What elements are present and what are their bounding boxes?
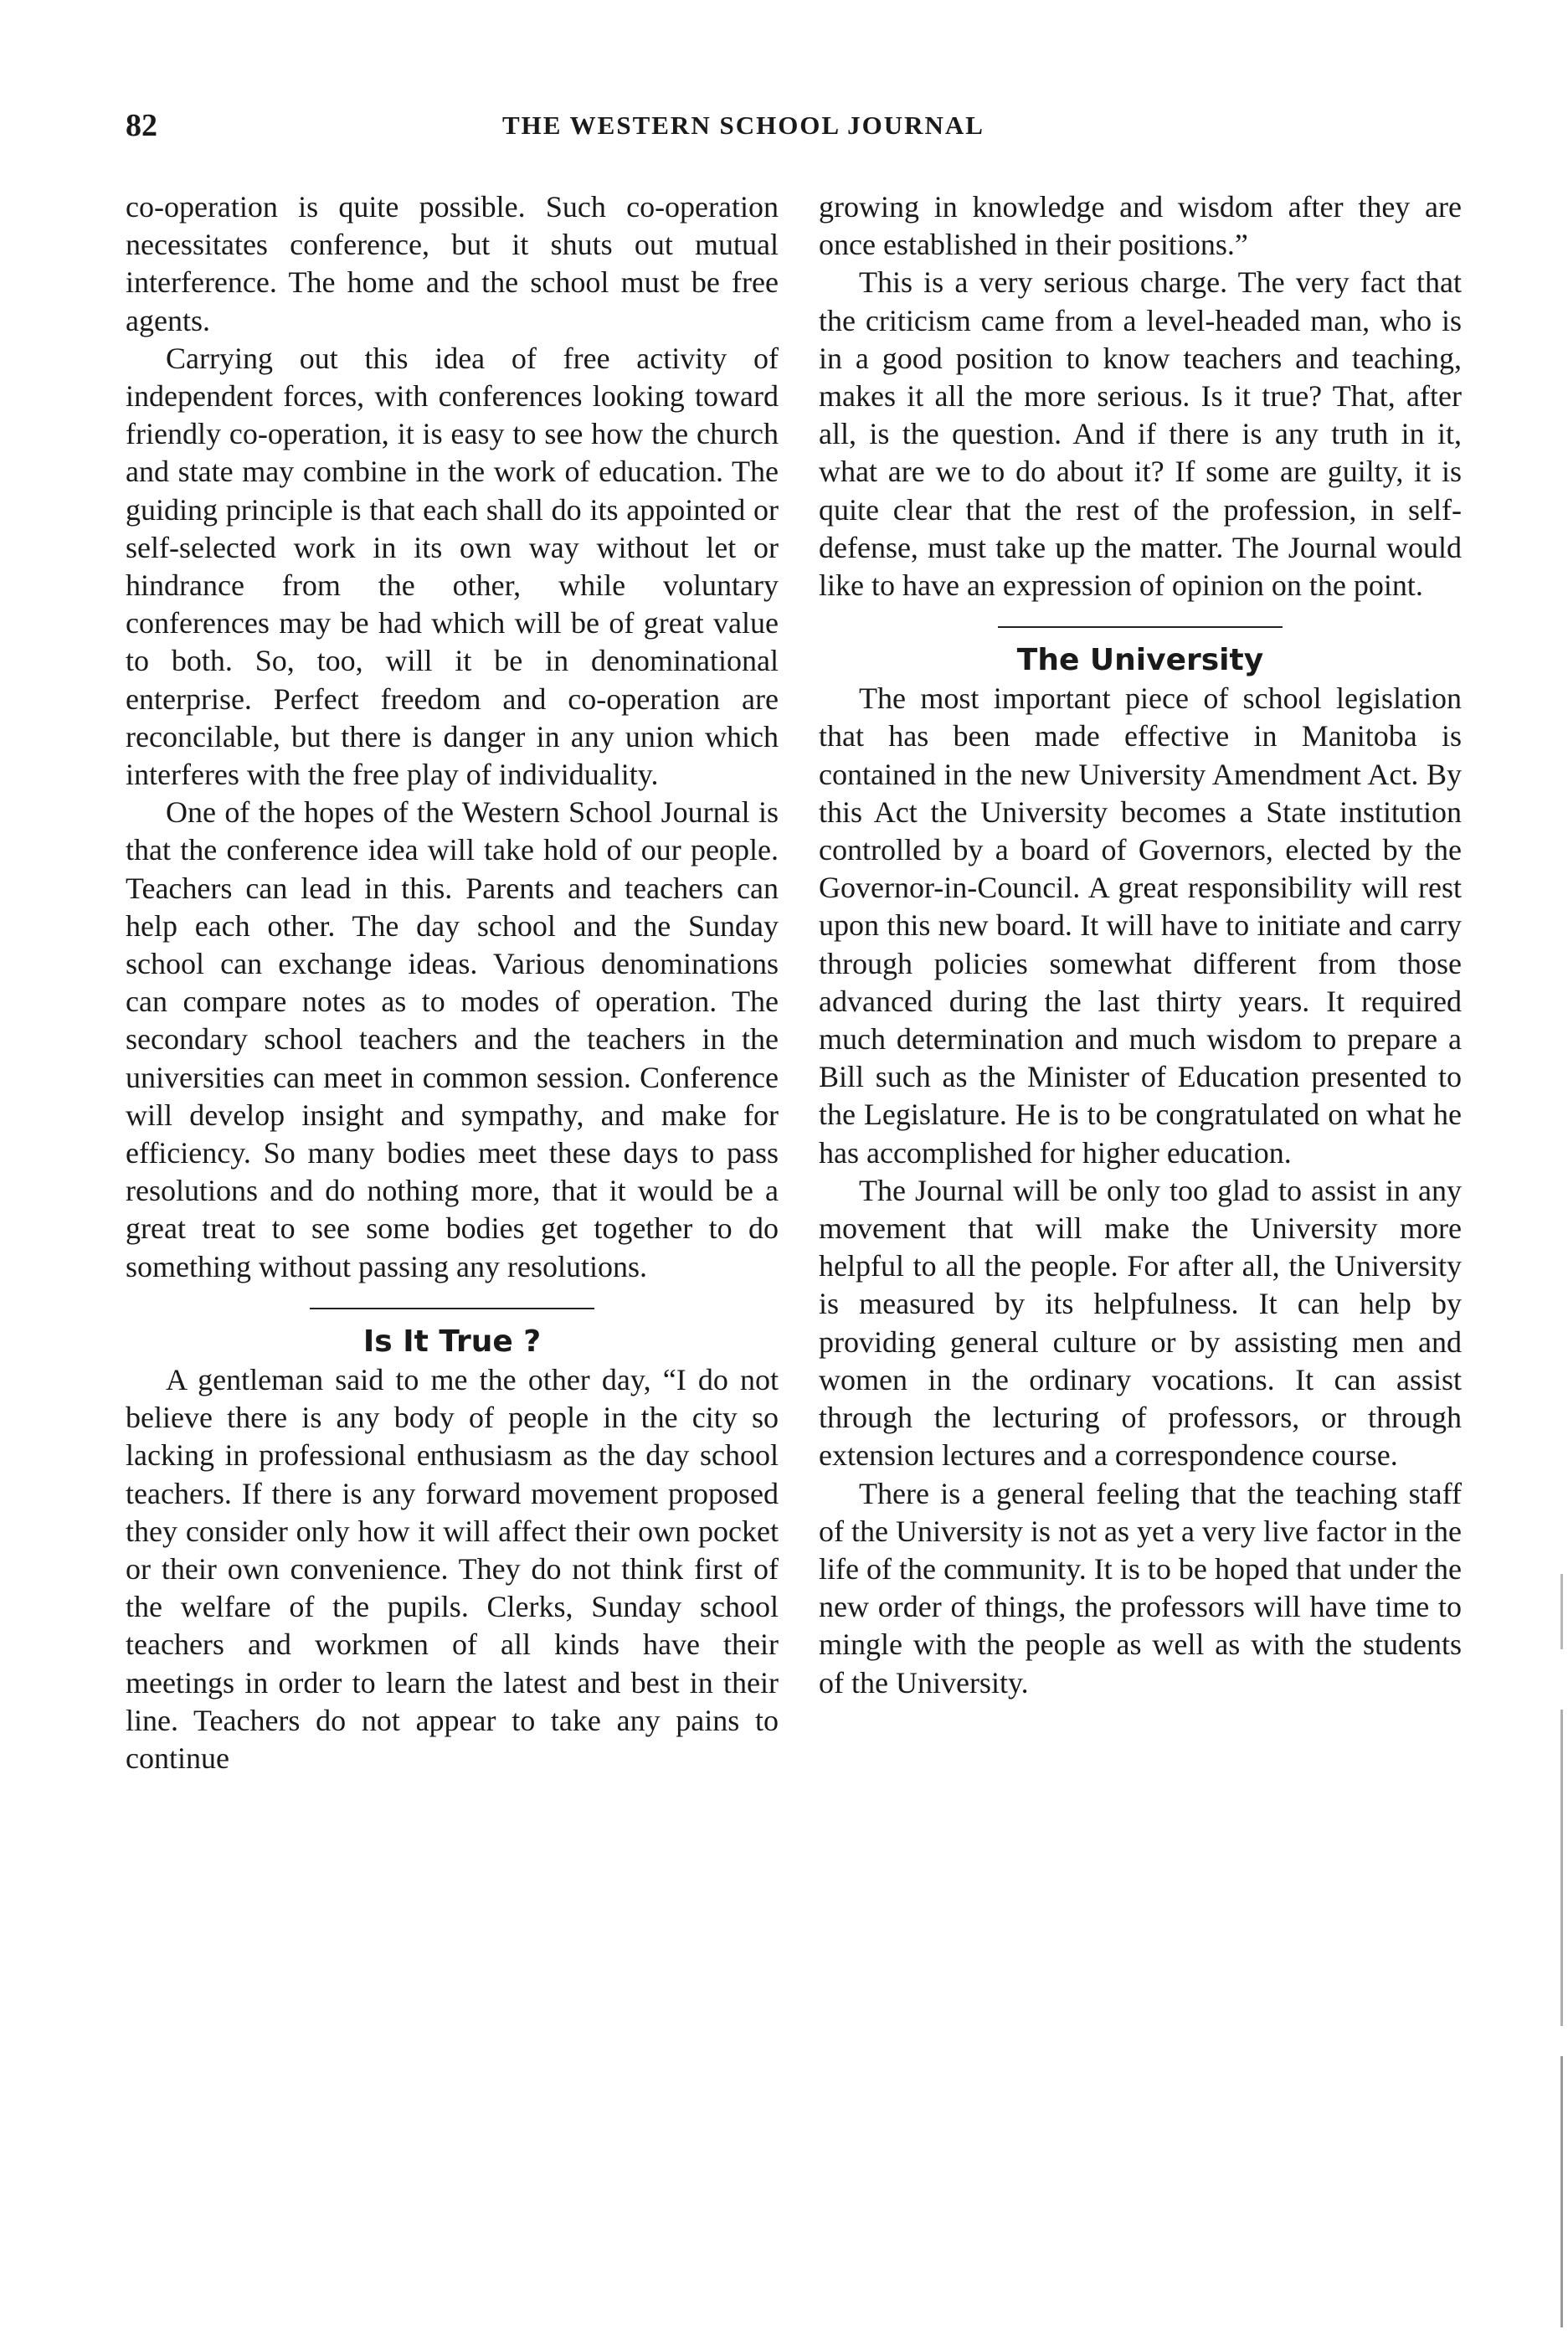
- section-heading-university: The University: [1016, 643, 1264, 678]
- paragraph: This is a very serious charge. The very fact that the criticism came from a level-headed man, who is in a good position to know teachers and teaching, makes it all the more serious. Is it true? That, after all, is the question. And if there is any truth in it, what are we to do about it? If some are guilty, it is quite clear that the rest of the profession, in self-defense, must take up the matter. The Journal would like to have an expression of opinion on the point.: [819, 265, 1462, 603]
- section-divider: [310, 1308, 594, 1309]
- right-column: [819, 188, 1462, 1702]
- paragraph: growing in knowledge and wisdom after they are once established in their positions.”: [819, 190, 1462, 262]
- left-column: [126, 188, 779, 1777]
- section-divider: [998, 626, 1283, 628]
- scan-edge-mark: [1560, 1574, 1563, 2327]
- page-number: 82: [126, 108, 157, 143]
- journal-title: THE WESTERN SCHOOL JOURNAL: [502, 111, 984, 140]
- paragraph: Carrying out this idea of free activity of independent forces, with conferences looking toward friendly co-operation, it is easy to see how the church and state may combine in the work of education. The guiding principle is that each shall do its appointed or self-selected work in its own way without let or hindrance from the other, while voluntary conferences may be had which will be of great value to both. So, too, will it be in denominational enterprise. Perfect freedom and co-operation are reconcilable, but there is danger in any union which interferes with the free play of individuality.: [126, 341, 779, 792]
- section-heading-is-it-true: Is It True ?: [362, 1324, 542, 1359]
- paragraph: There is a general feeling that the teaching staff of the University is not as yet a very live factor in the life of the community. It is to be hoped that under the new order of things, the professors will have time to mingle with the people as well as with the students of the University.: [819, 1476, 1462, 1700]
- paragraph: co-operation is quite possible. Such co-operation necessitates conference, but it shuts out mutual interference. The home and the school must be free agents.: [126, 190, 779, 337]
- paragraph: A gentleman said to me the other day, “I do not believe there is any body of people in the city so lacking in professional enthusiasm as the day school teachers. If there is any forward movement proposed they consider only how it will affect their own pocket or their own convenience. They do not think first of the welfare of the pupils. Clerks, Sunday school teachers and workmen of all kinds have their meetings in order to learn the latest and best in their line. Teachers do not appear to take any pains to continue: [126, 1362, 779, 1775]
- paragraph: The Journal will be only too glad to assist in any movement that will make the University more helpful to all the people. For after all, the University is measured by its helpfulness. It can help by providing general culture or by assisting men and women in the ordinary vocations. It can assist through the lecturing of professors, or through extension lectures and a correspondence course.: [819, 1173, 1462, 1473]
- running-head: [126, 107, 1465, 151]
- paragraph: The most important piece of school legislation that has been made effective in Manitoba is contained in the new University Amendment Act. By this Act the University becomes a State institution controlled by a board of Governors, elected by the Governor-in-Council. A great responsibility will rest upon this new board. It will have to initiate and carry through policies somewhat different from those advanced during the last thirty years. It required much determination and much wisdom to prepare a Bill such as the Minister of Education presented to the Legislature. He is to be congratulated on what he has accomplished for higher education.: [819, 681, 1462, 1170]
- paragraph: One of the hopes of the Western School Journal is that the conference idea will take hold of our people. Teachers can lead in this. Parents and teachers can help each other. The day school and the Sunday school can exchange ideas. Various denominations can compare notes as to modes of operation. The secondary school teachers and the teachers in the universities can meet in common session. Conference will develop insight and sympathy, and make for efficiency. So many bodies meet these days to pass resolutions and do nothing more, that it would be a great treat to see some bodies get together to do something without passing any resolutions.: [126, 795, 779, 1283]
